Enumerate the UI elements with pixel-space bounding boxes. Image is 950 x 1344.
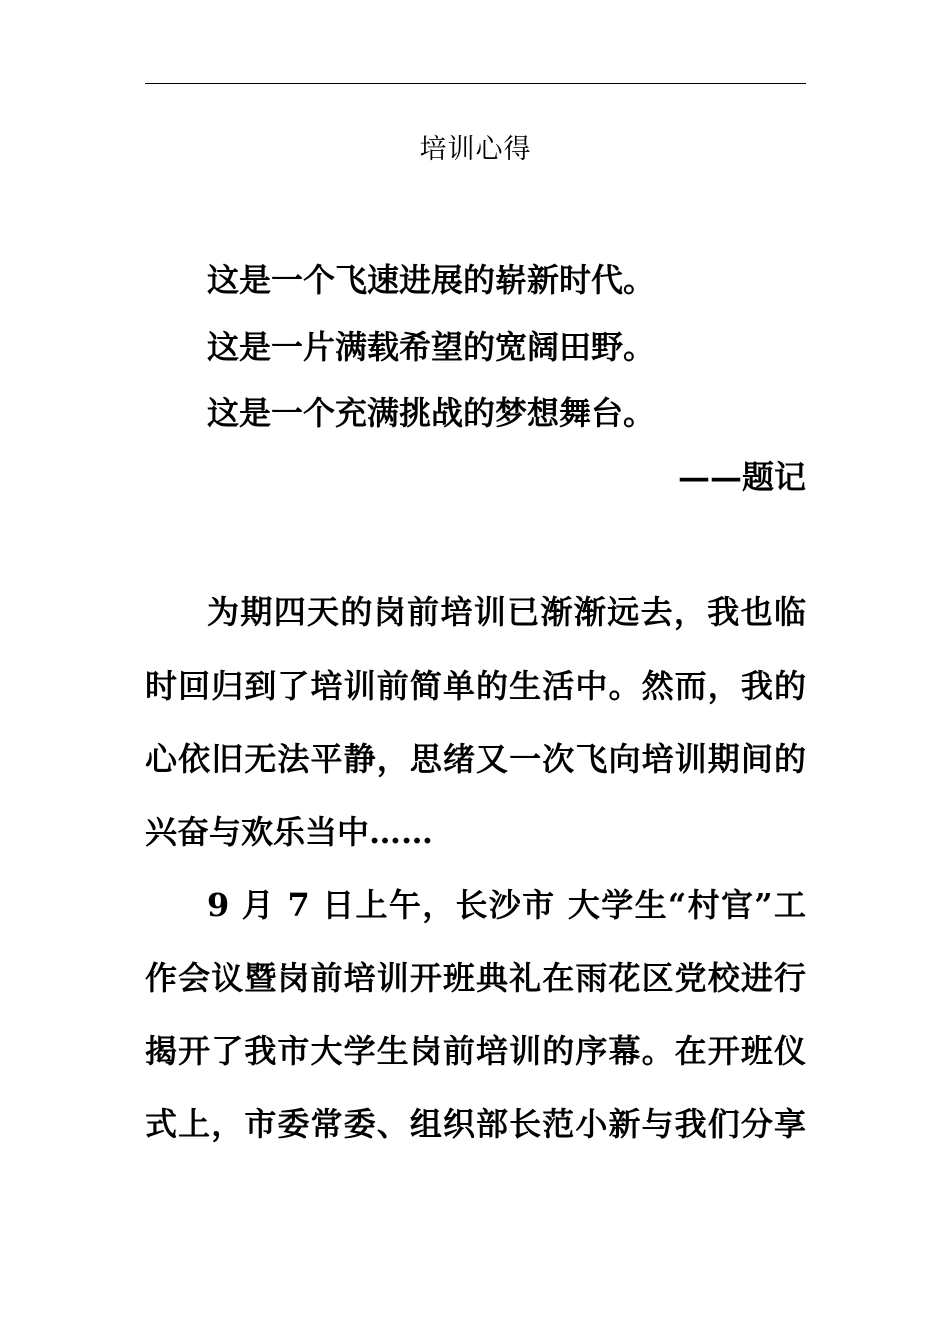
paragraph-line: 揭开了我市大学生岗前培训的序幕。在开班仪 [145,1032,806,1070]
epigraph-line-3: 这是一个充满挑战的梦想舞台。 [207,394,656,432]
paragraph-line: 作会议暨岗前培训开班典礼在雨花区党校进行 [145,959,806,997]
paragraph-line: 兴奋与欢乐当中…… [145,813,434,851]
paragraph-line: 9 月 7 日上午，长沙市 大学生“村官”工 [207,886,806,924]
paragraph-line: 为期四天的岗前培训已渐渐远去，我也临 [207,593,806,631]
paragraph-line: 心依旧无法平静，思绪又一次飞向培训期间的 [145,740,806,778]
paragraph-line: 时回归到了培训前简单的生活中。然而，我的 [145,667,806,705]
epigraph-line-2: 这是一片满载希望的宽阔田野。 [207,328,656,366]
header-rule [145,83,806,84]
epigraph-signature: ——题记 [677,458,806,496]
epigraph-line-1: 这是一个飞速进展的崭新时代。 [207,261,656,299]
page-title: 培训心得 [419,134,532,165]
paragraph-line: 式上，市委常委、组织部长范小新与我们分享 [145,1105,806,1143]
